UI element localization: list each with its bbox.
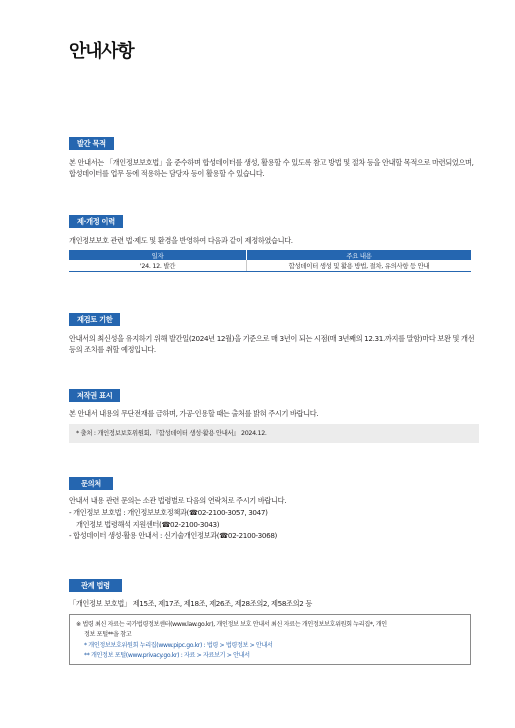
table-cell-date: '24. 12. 발간 — [69, 260, 247, 272]
laws-note-line1: ※ 법령 최신 자료는 국가법령정보센터(www.law.go.kr), 개인정보 보호 안내서 최신 자료는 개인정보보호위원회 누리집*, 개인 — [76, 621, 387, 628]
table-header-date: 일자 — [69, 250, 247, 260]
section-heading-laws: 관계 법령 — [69, 579, 122, 592]
contact-line: - 합성데이터 생성·활용 안내서 : 신기술개인정보과(☎02-2100-3068) — [69, 531, 278, 540]
purpose-text: 본 안내서는 「개인정보보호법」을 준수하며 합성데이터를 생성, 활용할 수 있도록 참고 방법 및 절차 등을 안내할 목적으로 마련되었으며, 합성데이터를 업무 등에 적용하는 담당자 등이 활용할 수 있습니다. — [69, 158, 474, 178]
contact-list — [69, 507, 481, 542]
contact-line: - 개인정보 보호법 : 개인정보보호정책과(☎02-2100-3057, 3047) — [69, 508, 268, 517]
history-intro: 개인정보보호 관련 법·제도 및 환경을 반영하여 다음과 같이 제정하였습니다. — [69, 236, 293, 245]
copyright-source: * 출처 : 개인정보보호위원회, 『합성데이터 생성·활용 안내서』 2024.12. — [76, 430, 267, 437]
laws-text: 「개인정보 보호법」 제15조, 제17조, 제18조, 제26조, 제28조의2, 제58조의2 등 — [69, 599, 312, 608]
section-heading-review: 재검토 기한 — [69, 313, 120, 326]
laws-reference-box — [69, 614, 471, 665]
page-title: 안내사항 — [69, 41, 134, 62]
copyright-text: 본 안내서 내용의 무단전재를 금하며, 가공·인용할 때는 출처를 밝혀 주시기 바랍니다. — [69, 409, 319, 418]
pipc-link: * 개인정보보호위원회 누리집(www.pipc.go.kr) : 법령 > 법령정보 > 안내서 — [84, 642, 273, 649]
section-heading-contact: 문의처 — [69, 477, 113, 490]
section-heading-history: 제·개정 이력 — [69, 215, 123, 228]
table-row — [69, 260, 471, 272]
section-heading-copyright: 저작권 표시 — [69, 389, 120, 402]
contact-intro: 안내서 내용 관련 문의는 소관 법령별로 다음의 연락처로 주시기 바랍니다. — [69, 496, 287, 505]
section-heading-purpose: 발간 목적 — [69, 137, 114, 150]
history-table — [69, 250, 471, 272]
table-cell-content: 합성데이터 생성 및 활용 방법, 절차, 유의사항 등 안내 — [247, 260, 472, 272]
review-text: 안내서의 최신성을 유지하기 위해 발간일(2024년 12월)을 기준으로 매 3년이 되는 시점(매 3년째의 12.31.까지를 말함)마다 보완 및 개선 등의 조치를 취할 예정입니다. — [69, 334, 475, 354]
table-header-content: 주요 내용 — [247, 250, 472, 260]
contact-line: 개인정보 법령해석 지원센터(☎02-2100-3043) — [76, 519, 220, 529]
privacy-portal-link: ** 개인정보 포털(www.privacy.go.kr) : 자료 > 자료보기 > 안내서 — [84, 652, 250, 659]
laws-note-line2: 정보 포털**을 참고 — [84, 631, 132, 638]
copyright-source-box — [69, 424, 479, 443]
